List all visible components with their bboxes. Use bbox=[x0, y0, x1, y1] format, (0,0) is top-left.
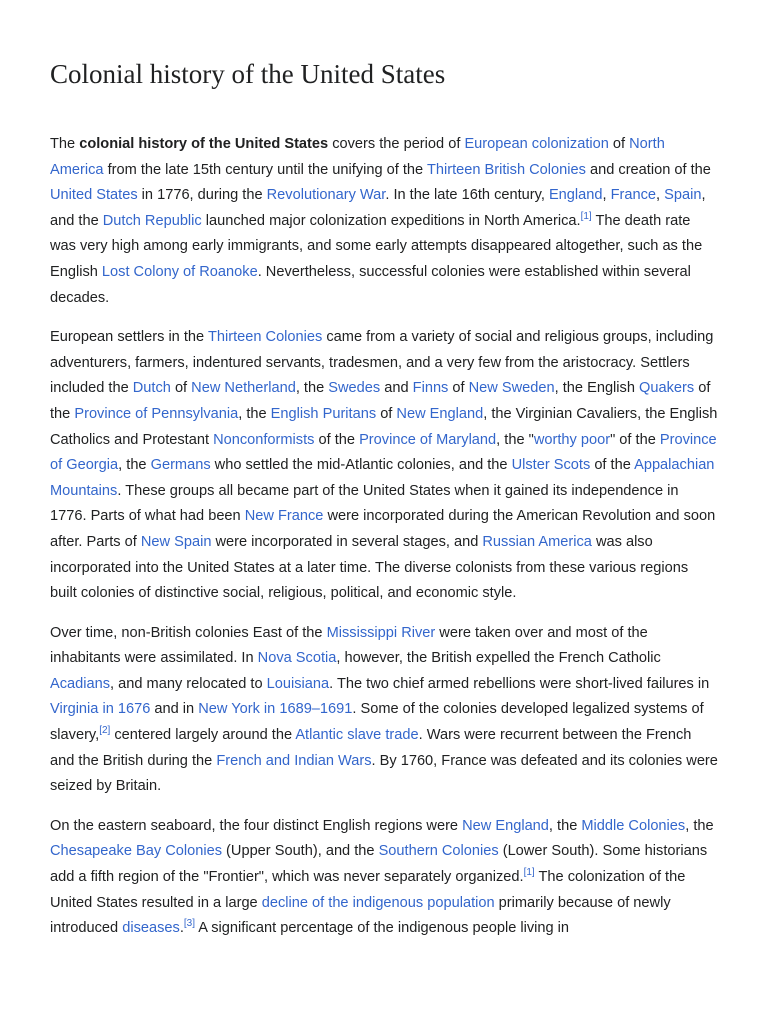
article-body bbox=[50, 132, 718, 942]
article-link[interactable]: Dutch Republic bbox=[102, 212, 202, 229]
article-link[interactable]: Swedes bbox=[328, 380, 381, 397]
text-run: of bbox=[170, 380, 192, 397]
text-run: . bbox=[179, 920, 184, 937]
text-run: of bbox=[448, 380, 469, 397]
text-run: . By 1760, France was defeated and its colonies were seized by Britain. bbox=[50, 752, 718, 795]
page-title: Colonial history of the United States bbox=[50, 59, 446, 89]
text-run: " of the bbox=[610, 431, 660, 448]
article-link[interactable]: Province of Pennsylvania bbox=[74, 405, 239, 422]
article-link[interactable]: Nonconformists bbox=[213, 431, 315, 448]
text-run: from the late 15th century until the unifying of the bbox=[103, 161, 427, 178]
text-run: were incorporated during the American Revolution and soon after. Parts of bbox=[50, 508, 716, 550]
text-run: The bbox=[50, 136, 80, 152]
text-run: A significant percentage of the indigenous people living in bbox=[195, 920, 570, 937]
text-run: , the bbox=[685, 817, 714, 834]
article-link[interactable]: Province of Maryland bbox=[359, 431, 497, 448]
text-run: and creation of the bbox=[585, 161, 711, 178]
article-link[interactable]: Thirteen British Colonies bbox=[426, 161, 586, 178]
text-run: covers the period of bbox=[328, 136, 465, 152]
citation-ref bbox=[581, 211, 592, 222]
text-run: Over time, non-British colonies East of the bbox=[50, 624, 327, 641]
text-run: launched major colonization expeditions in North America. bbox=[201, 212, 581, 229]
text-run: . Nevertheless, successful colonies were established within several decades. bbox=[50, 263, 691, 306]
text-run: in 1776, during the bbox=[137, 187, 267, 204]
article-link[interactable]: Dutch bbox=[132, 380, 171, 397]
bold-term: colonial history of the United States bbox=[79, 136, 329, 152]
text-run: The colonization of the United States resulted in a large bbox=[50, 869, 686, 911]
article-link[interactable]: worthy poor bbox=[533, 431, 611, 448]
article-link[interactable]: New York in 1689–1691 bbox=[198, 701, 353, 718]
article-link[interactable]: New Sweden bbox=[468, 380, 555, 397]
text-run: primarily because of newly introduced bbox=[50, 894, 671, 937]
text-run: of the bbox=[590, 457, 635, 474]
article-link[interactable]: New Netherland bbox=[191, 380, 296, 397]
article-link[interactable]: France bbox=[610, 187, 657, 204]
article-link[interactable]: New England bbox=[462, 817, 549, 834]
text-run: of the bbox=[314, 431, 360, 448]
text-run: who settled the mid-Atlantic colonies, and the bbox=[210, 457, 512, 474]
text-run: and in bbox=[150, 701, 199, 718]
article-link[interactable]: Nova Scotia bbox=[257, 650, 337, 667]
text-run: . In the late 16th century, bbox=[385, 187, 549, 204]
text-run: On the eastern seaboard, the four distinct English regions were bbox=[50, 817, 463, 834]
citation-link[interactable]: [1] bbox=[580, 210, 592, 222]
text-run: centered largely around the bbox=[110, 727, 296, 744]
article-link[interactable]: Province of Georgia bbox=[50, 431, 717, 474]
text-run: were taken over and most of the inhabitants were assimilated. In bbox=[50, 624, 648, 667]
article-link[interactable]: diseases bbox=[122, 920, 180, 937]
article-link[interactable]: Lost Colony of Roanoke bbox=[101, 263, 258, 280]
text-run: of bbox=[608, 136, 630, 152]
article-link[interactable]: England bbox=[548, 187, 603, 204]
article-link[interactable]: Louisiana bbox=[266, 675, 330, 692]
article-link[interactable]: decline of the indigenous population bbox=[261, 894, 495, 911]
article-paragraph bbox=[50, 814, 718, 942]
text-run: , the English bbox=[554, 380, 640, 397]
article-link[interactable]: New Spain bbox=[140, 533, 212, 550]
text-run: . The two chief armed rebellions were short-lived failures in bbox=[329, 675, 710, 692]
text-run: , the bbox=[548, 817, 582, 834]
text-run: , bbox=[656, 187, 665, 204]
article-link[interactable]: New France bbox=[244, 508, 324, 525]
text-run: , bbox=[602, 187, 611, 204]
text-run: , the bbox=[238, 405, 271, 422]
article-link[interactable]: New England bbox=[396, 405, 484, 422]
text-run: , the " bbox=[496, 431, 534, 448]
article-link[interactable]: United States bbox=[50, 187, 138, 204]
text-run: . Some of the colonies developed legalized systems of slavery, bbox=[50, 701, 704, 744]
text-run: , the Virginian Cavaliers, the English Catholics and Protestant bbox=[50, 405, 718, 448]
citation-ref bbox=[184, 918, 195, 929]
article-link[interactable]: Middle Colonies bbox=[581, 817, 686, 834]
text-run: , the bbox=[295, 380, 329, 397]
article-link[interactable]: French and Indian Wars bbox=[216, 752, 372, 769]
article-link[interactable]: Spain bbox=[664, 187, 702, 204]
article-link[interactable]: Appalachian Mountains bbox=[50, 457, 715, 499]
text-run: and bbox=[380, 380, 413, 397]
citation-link[interactable]: [2] bbox=[99, 725, 111, 737]
text-run: of bbox=[376, 405, 397, 422]
article-link[interactable]: Southern Colonies bbox=[378, 843, 499, 860]
text-run: were incorporated in several stages, and bbox=[211, 533, 483, 550]
citation-link[interactable]: [3] bbox=[183, 918, 196, 930]
text-run: was also incorporated into the United States at a later time. The diverse colonists from these various regions built colonies of distinctive social, religious, political, and economic style. bbox=[50, 533, 689, 602]
article-link[interactable]: Chesapeake Bay Colonies bbox=[50, 843, 222, 860]
citation-link[interactable]: [1] bbox=[523, 867, 535, 879]
article-link[interactable]: Virginia in 1676 bbox=[50, 701, 151, 718]
text-run: . Wars were recurrent between the French and the British during the bbox=[50, 727, 692, 769]
citation-ref bbox=[524, 867, 535, 878]
text-run: came from a variety of social and religious groups, including adventurers, farmers, indentured servants, tradesmen, and a very few from the aristocracy. Settlers included the bbox=[50, 329, 714, 397]
article-paragraph bbox=[50, 621, 718, 800]
text-run: , and many relocated to bbox=[110, 675, 267, 692]
article-link[interactable]: Quakers bbox=[639, 380, 695, 397]
article-link[interactable]: Russian America bbox=[482, 533, 592, 550]
citation-ref bbox=[99, 725, 110, 736]
article-link[interactable]: European colonization bbox=[464, 136, 609, 152]
text-run: , the bbox=[118, 457, 151, 474]
text-run: . These groups all became part of the United States when it gained its independence in 1776. Parts of what had been bbox=[50, 482, 679, 525]
article-link[interactable]: Mississippi River bbox=[326, 624, 436, 641]
article-paragraph bbox=[50, 132, 718, 311]
text-run: European settlers in the bbox=[50, 329, 208, 346]
article-link[interactable]: Atlantic slave trade bbox=[295, 727, 419, 744]
text-run: (Upper South), and the bbox=[222, 843, 379, 860]
article-link[interactable]: Ulster Scots bbox=[511, 457, 591, 474]
text-run: , however, the British expelled the French Catholic bbox=[336, 650, 661, 667]
article-link[interactable]: English Puritans bbox=[270, 405, 377, 422]
text-run: (Lower South). Some historians add a fifth region of the "Frontier", which was never separately organized. bbox=[50, 843, 708, 886]
article-link[interactable]: Finns bbox=[412, 380, 449, 397]
article-paragraph bbox=[50, 325, 718, 607]
article-link[interactable]: Germans bbox=[150, 457, 211, 474]
article-link[interactable]: Revolutionary War bbox=[266, 187, 386, 204]
article-link[interactable]: Acadians bbox=[50, 675, 111, 692]
text-run: of the bbox=[50, 380, 711, 422]
article-link[interactable]: North America bbox=[50, 136, 665, 178]
text-run: , and the bbox=[50, 187, 706, 229]
article-link[interactable]: Thirteen Colonies bbox=[207, 329, 323, 346]
text-run: The death rate was very high among early immigrants, and some early attempts disappeared altogether, such as the English bbox=[50, 212, 703, 280]
